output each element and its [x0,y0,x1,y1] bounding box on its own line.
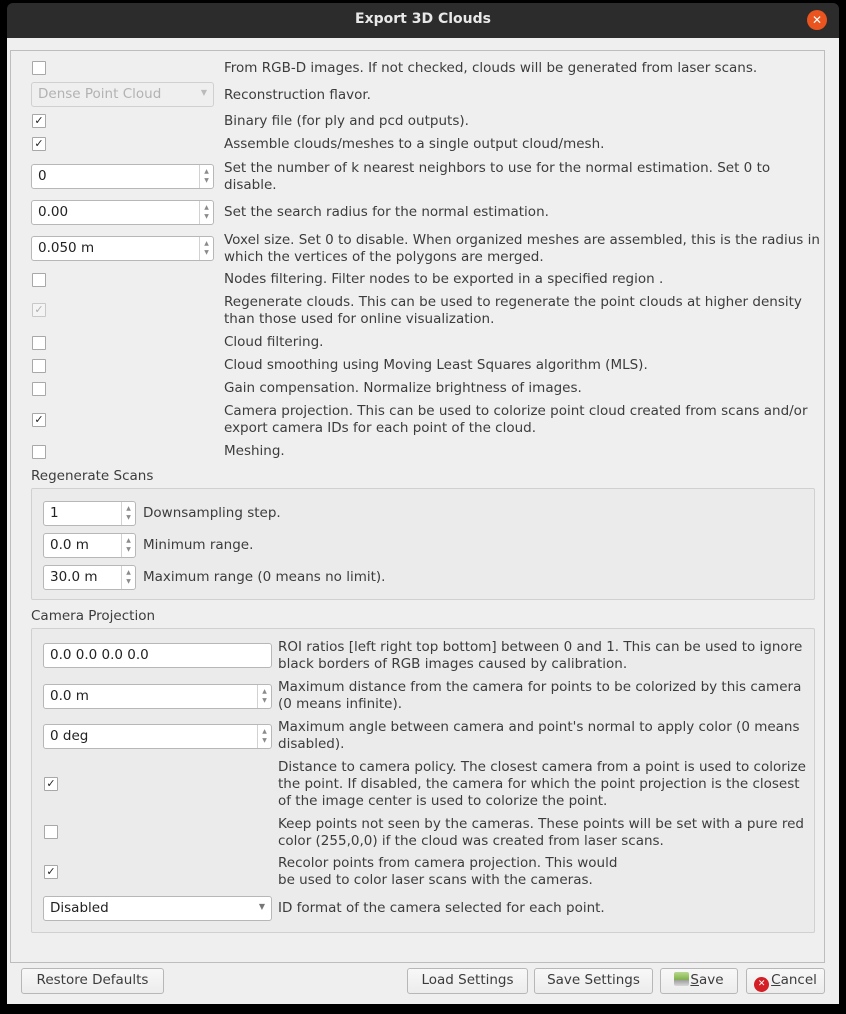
spin-arrows-icon[interactable]: ▲ ▼ [121,566,135,589]
roi-label-line1: ROI ratios [left right top bottom] between 0 and 1. This can be used to ignore [278,639,803,655]
save-button[interactable] [660,968,738,994]
normal-k-label [224,160,770,194]
camera-projection-group [31,628,815,933]
voxel-size-label-line2: which the vertices of the polygons are merged. [224,249,544,265]
id-format-value: Disabled [50,900,109,916]
meshing-label: Meshing. [224,443,285,459]
max-distance-label-line1: Maximum distance from the camera for points to be colorized by this camera [278,679,802,695]
save-mnemonic: S [690,972,699,988]
camera-projection-label-line2: export camera IDs for each point of the cloud. [224,420,537,436]
max-angle-label-line2: disabled). [278,736,345,752]
recolor-label [278,855,617,889]
regenerate-clouds-label [224,294,802,328]
save-disk-icon [674,972,689,986]
max-angle-value: 0 deg [50,728,89,744]
regenerate-clouds-label-line2: than those used for online visualization. [224,311,495,327]
load-settings-button[interactable]: Load Settings [407,968,528,994]
cloud-filtering-checkbox[interactable] [32,336,46,350]
cancel-x-icon: ✕ [754,977,769,992]
from-rgbd-checkbox[interactable] [32,61,46,75]
chevron-down-icon: ▼ [258,902,265,911]
restore-defaults-button[interactable]: Restore Defaults [21,968,164,994]
min-range-label: Minimum range. [143,537,254,553]
cloud-filtering-label: Cloud filtering. [224,334,324,350]
cancel-mnemonic: C [771,972,781,988]
save-settings-button[interactable]: Save Settings [534,968,653,994]
title-bar [7,3,839,39]
gain-compensation-checkbox[interactable] [32,382,46,396]
spin-arrows-icon[interactable]: ▲ ▼ [257,725,271,748]
cloud-smoothing-label: Cloud smoothing using Moving Least Squares algorithm (MLS). [224,357,648,373]
keep-unseen-label [278,816,804,850]
keep-unseen-label-line2: color (255,0,0) if the cloud was created from laser scans. [278,833,664,849]
settings-panel [10,50,825,963]
voxel-size-label-line1: Voxel size. Set 0 to disable. When organized meshes are assembled, this is the radius in [224,232,820,248]
assemble-label: Assemble clouds/meshes to a single output cloud/mesh. [224,136,605,152]
distance-policy-label-line1: Distance to camera policy. The closest camera from a point is used to colorize [278,759,806,775]
normal-k-label-line1: Set the number of k nearest neighbors to use for the normal estimation. Set 0 to [224,160,771,176]
normal-k-value: 0 [38,168,47,184]
max-range-label: Maximum range (0 means no limit). [143,569,386,585]
camera-projection-label-line1: Camera projection. This can be used to colorize point cloud created from scans and/or [224,403,808,419]
max-distance-spinbox[interactable] [43,684,272,709]
max-angle-label-line1: Maximum angle between camera and point's normal to apply color (0 means [278,719,800,735]
distance-policy-checkbox[interactable]: ✓ [44,777,58,791]
camera-projection-title: Camera Projection [31,608,156,624]
recolor-checkbox[interactable]: ✓ [44,865,58,879]
nodes-filtering-checkbox[interactable] [32,273,46,287]
regenerate-clouds-checkbox[interactable]: ✓ [32,303,46,317]
roi-value: 0.0 0.0 0.0 0.0 [50,647,149,663]
max-distance-value: 0.0 m [50,688,89,704]
reconstruction-flavor-combo[interactable] [31,82,214,107]
gain-compensation-label: Gain compensation. Normalize brightness of images. [224,380,582,396]
cloud-smoothing-checkbox[interactable] [32,359,46,373]
dialog-body [7,38,839,1004]
distance-policy-label-line3: of the image center is used to colorize the point. [278,793,608,809]
voxel-size-spinbox[interactable] [31,236,214,261]
binary-file-checkbox[interactable]: ✓ [32,114,46,128]
id-format-label: ID format of the camera selected for each point. [278,900,605,916]
camera-projection-label [224,403,808,437]
normal-radius-value: 0.00 [38,204,69,220]
nodes-filtering-label: Nodes filtering. Filter nodes to be exported in a specified region . [224,271,664,287]
from-rgbd-label: From RGB-D images. If not checked, clouds will be generated from laser scans. [224,60,758,76]
reconstruction-flavor-label: Reconstruction flavor. [224,87,371,103]
recolor-label-line1: Recolor points from camera projection. This would [278,855,618,871]
normal-radius-spinbox[interactable] [31,200,214,225]
downsampling-spinbox[interactable] [43,501,136,526]
roi-label [278,639,802,673]
normal-radius-label: Set the search radius for the normal estimation. [224,204,549,220]
keep-unseen-label-line1: Keep points not seen by the cameras. These points will be set with a pure red [278,816,804,832]
spin-arrows-icon[interactable]: ▲ ▼ [199,237,213,260]
window-title: Export 3D Clouds [355,11,491,27]
roi-label-line2: black borders of RGB images caused by calibration. [278,656,628,672]
distance-policy-label [278,759,806,810]
save-label: ave [699,972,724,988]
roi-input[interactable] [43,643,272,668]
spin-arrows-icon[interactable]: ▲ ▼ [199,201,213,224]
camera-projection-checkbox[interactable]: ✓ [32,413,46,427]
normal-k-label-line2: disable. [224,177,277,193]
spin-arrows-icon[interactable]: ▲ ▼ [257,685,271,708]
min-range-spinbox[interactable] [43,533,136,558]
max-distance-label-line2: (0 means infinite). [278,696,403,712]
cancel-label: ancel [780,972,817,988]
regenerate-clouds-label-line1: Regenerate clouds. This can be used to regenerate the point clouds at higher density [224,294,802,310]
voxel-size-label [224,232,820,266]
keep-unseen-checkbox[interactable] [44,825,58,839]
max-angle-spinbox[interactable] [43,724,272,749]
close-icon[interactable]: ✕ [807,10,827,30]
voxel-size-value: 0.050 m [38,240,95,256]
chevron-down-icon: ▼ [200,88,207,97]
reconstruction-flavor-value: Dense Point Cloud [38,86,162,102]
binary-file-label: Binary file (for ply and pcd outputs). [224,113,469,129]
max-angle-label [278,719,800,753]
distance-policy-label-line2: the point. If disabled, the camera for which the point projection is the closest [278,776,800,792]
regenerate-scans-group [31,488,815,600]
max-distance-label [278,679,801,713]
spin-arrows-icon[interactable]: ▲ ▼ [199,165,213,188]
normal-k-spinbox[interactable] [31,164,214,189]
spin-arrows-icon[interactable]: ▲ ▼ [121,502,135,525]
downsampling-value: 1 [50,505,59,521]
max-range-value: 30.0 m [50,569,98,585]
id-format-combo[interactable] [43,896,272,921]
max-range-spinbox[interactable] [43,565,136,590]
meshing-checkbox[interactable] [32,445,46,459]
spin-arrows-icon[interactable]: ▲ ▼ [121,534,135,557]
regenerate-scans-title: Regenerate Scans [31,468,154,484]
cancel-button[interactable] [746,968,825,994]
min-range-value: 0.0 m [50,537,89,553]
downsampling-label: Downsampling step. [143,505,281,521]
recolor-label-line2: be used to color laser scans with the cameras. [278,872,593,888]
assemble-checkbox[interactable]: ✓ [32,137,46,151]
